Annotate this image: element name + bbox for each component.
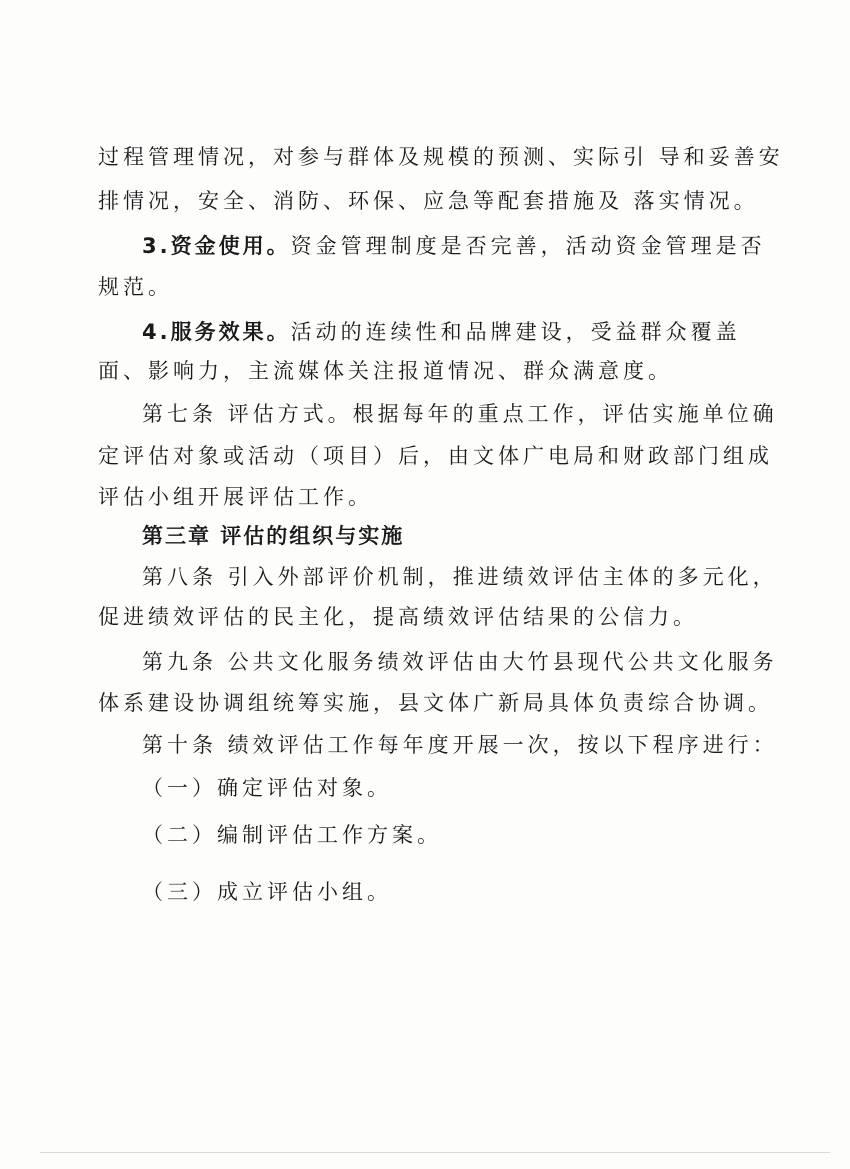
line-text: 活动的连续性和品牌建设，受益群众覆盖 xyxy=(290,320,741,344)
item-heading: 4.服务效果。 xyxy=(142,320,291,344)
body-line xyxy=(98,688,850,718)
chapter-title: 第三章 评估的组织与实施 xyxy=(142,524,405,548)
item-line xyxy=(142,317,850,347)
line-text: 评估小组开展评估工作。 xyxy=(98,485,373,509)
body-line xyxy=(98,482,850,512)
line-text: （二）编制评估工作方案。 xyxy=(142,823,442,847)
line-text: 体系建设协调组统筹实施，县文体广新局具体负责综合协调。 xyxy=(98,691,773,715)
item-heading: 3.资金使用。 xyxy=(142,234,291,258)
item-line xyxy=(142,231,850,261)
line-text: 第九条 公共文化服务绩效评估由大竹县现代公共文化服务 xyxy=(142,650,778,674)
article-line xyxy=(142,562,850,592)
body-line xyxy=(98,142,850,172)
list-item xyxy=(142,877,850,907)
line-text: 资金管理制度是否完善，活动资金管理是否 xyxy=(290,234,766,258)
body-line xyxy=(98,186,850,216)
chapter-heading xyxy=(142,521,850,551)
line-text: 面、影响力，主流媒体关注报道情况、群众满意度。 xyxy=(98,359,673,383)
line-text: 促进绩效评估的民主化，提高绩效评估结果的公信力。 xyxy=(98,605,698,629)
line-text: （三）成立评估小组。 xyxy=(142,880,392,904)
list-item xyxy=(142,773,850,803)
body-line xyxy=(98,602,850,632)
line-text: 第十条 绩效评估工作每年度开展一次，按以下程序进行： xyxy=(142,733,778,757)
article-line xyxy=(142,730,850,760)
line-text: 排情况，安全、消防、环保、应急等配套措施及 落实情况。 xyxy=(98,189,759,213)
scan-edge-line xyxy=(40,1152,830,1153)
list-item xyxy=(142,820,850,850)
line-text: （一）确定评估对象。 xyxy=(142,776,392,800)
line-text: 第八条 引入外部评价机制，推进绩效评估主体的多元化， xyxy=(142,565,778,589)
body-line xyxy=(98,356,850,386)
article-line xyxy=(142,399,850,429)
article-line xyxy=(142,647,850,677)
line-text: 第七条 评估方式。根据每年的重点工作，评估实施单位确 xyxy=(142,402,778,426)
line-text: 过程管理情况，对参与群体及规模的预测、实际引 导和妥善安 xyxy=(98,145,784,169)
body-line xyxy=(98,441,850,471)
line-text: 定评估对象或活动（项目）后，由文体广电局和财政部门组成 xyxy=(98,444,773,468)
body-line xyxy=(98,272,850,302)
line-text: 规范。 xyxy=(98,275,173,299)
